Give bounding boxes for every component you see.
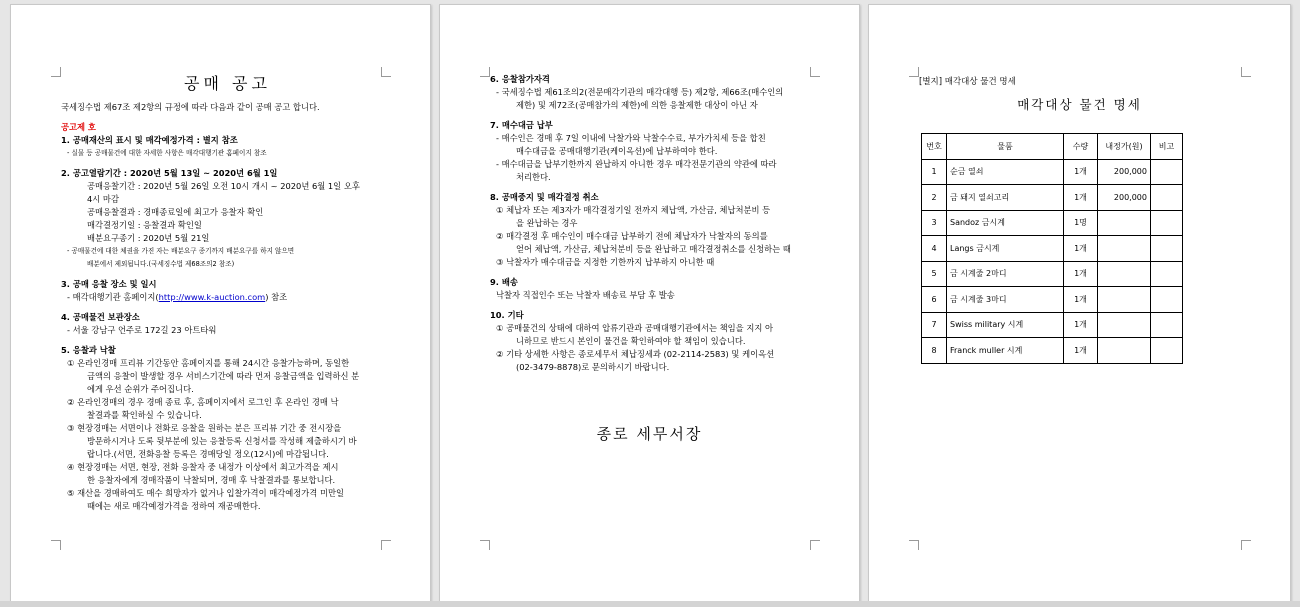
table-cell bbox=[1098, 312, 1151, 338]
text-line: 제한) 및 제72조(공매참가의 제한)에 의한 응찰제한 대상이 아닌 자 bbox=[516, 100, 758, 110]
text-line: 한 응찰자에게 경매작품이 낙찰되며, 경매 후 낙찰결과를 통보합니다. bbox=[87, 475, 336, 485]
column-header: 내정가(원) bbox=[1098, 134, 1151, 160]
text-fragment: - 매각대행기관 홈페이지( bbox=[67, 292, 159, 302]
text-line: - 매수인은 경매 후 7일 이내에 낙찰가와 낙찰수수료, 부가가치세 등을 합친 bbox=[496, 133, 766, 143]
text-line: ① 공매물건의 상태에 대하여 압류기관과 공매대행기관에서는 책임을 지지 아 bbox=[496, 323, 773, 333]
table-cell bbox=[1151, 312, 1183, 338]
text-line: - 매수대금을 납부기한까지 완납하지 아니한 경우 매각전문기관의 약관에 따라 bbox=[496, 159, 777, 169]
text-line: ③ 낙찰자가 매수대금을 지정한 기한까지 납부하지 아니한 때 bbox=[496, 257, 715, 267]
intro-text: 국세징수법 제67조 제2항의 규정에 따라 다음과 같이 공매 공고 합니다. bbox=[61, 102, 320, 112]
table-cell: 순금 열쇠 bbox=[947, 159, 1064, 185]
table-cell: 금 돼지 열쇠고리 bbox=[947, 185, 1064, 211]
table-cell: Sandoz 금시계 bbox=[947, 210, 1064, 236]
crop-mark bbox=[480, 540, 490, 550]
table-cell: 3 bbox=[922, 210, 947, 236]
crop-mark bbox=[909, 67, 919, 77]
text-line: - 서울 강남구 언주로 172길 23 아트타워 bbox=[67, 325, 217, 335]
document-page-1 bbox=[10, 4, 431, 602]
table-cell bbox=[1151, 159, 1183, 185]
table-cell bbox=[1151, 210, 1183, 236]
section-1-note: - 실물 등 공매물건에 대한 자세한 사항은 매각대행기관 홈페이지 참조 bbox=[67, 149, 267, 157]
text-line: ④ 현장경매는 서면, 현장, 전화 응찰자 중 내정가 이상에서 최고가격을 제시 bbox=[67, 462, 339, 472]
table-cell bbox=[1151, 287, 1183, 313]
table-cell: Langs 금시계 bbox=[947, 236, 1064, 262]
text-line: ⑤ 재산을 경매하여도 매수 희망자가 없거나 입찰가격이 매각예정가격 미만일 bbox=[67, 488, 344, 498]
table-cell: 1개 bbox=[1064, 236, 1098, 262]
section-5-title: 5. 응찰과 낙찰 bbox=[61, 345, 116, 355]
table-cell bbox=[1151, 236, 1183, 262]
table-cell bbox=[1151, 338, 1183, 364]
column-header: 번호 bbox=[922, 134, 947, 160]
table-row bbox=[922, 236, 1183, 262]
table-row bbox=[922, 185, 1183, 211]
crop-mark bbox=[51, 67, 61, 77]
document-page-2 bbox=[439, 4, 860, 602]
items-table bbox=[921, 133, 1183, 364]
table-cell: 8 bbox=[922, 338, 947, 364]
column-header: 수량 bbox=[1064, 134, 1098, 160]
text-line: 얻어 체납액, 가산금, 체납처분비 등을 완납하고 매각결정취소를 신청하는 때 bbox=[516, 244, 791, 254]
table-row bbox=[922, 287, 1183, 313]
auction-site-link[interactable]: http://www.k-auction.com bbox=[158, 292, 266, 302]
text-line: ② 기타 상세한 사항은 종로세무서 체납징세과 (02-2114-2583) 및 케이옥션 bbox=[496, 349, 775, 359]
crop-mark bbox=[51, 540, 61, 550]
text-line: 랍니다.(서면, 전화응찰 등록은 경매당일 정오(12시)에 마감됩니다. bbox=[87, 449, 329, 459]
table-cell: 4 bbox=[922, 236, 947, 262]
text-fragment: ) 참조 bbox=[265, 292, 288, 302]
notice-number: 공고제 호 bbox=[61, 122, 96, 132]
table-cell bbox=[1151, 261, 1183, 287]
text-line: ② 매각결정 후 매수인이 매수대금 납부하기 전에 체납자가 낙찰자의 동의를 bbox=[496, 231, 768, 241]
table-row bbox=[922, 159, 1183, 185]
text-line: ③ 현장경매는 서면이나 전화로 응찰을 원하는 분은 프리뷰 기간 중 전시장을 bbox=[67, 423, 342, 433]
table-cell: Franck muller 시계 bbox=[947, 338, 1064, 364]
item-list-title: 매각대상 물건 명세 bbox=[1017, 97, 1142, 112]
text-line: 매수대금을 공매대행기관(케이옥션)에 납부하여야 한다. bbox=[516, 146, 718, 156]
text-line: 매각결정기일 : 응찰결과 확인일 bbox=[87, 220, 202, 230]
table-header-row bbox=[922, 134, 1183, 160]
text-line: 때에는 새로 매각예정가격을 정하여 재공매한다. bbox=[87, 501, 261, 511]
text-line: 낙찰자 직접인수 또는 낙찰자 배송료 부담 후 발송 bbox=[496, 290, 675, 300]
table-cell bbox=[1098, 261, 1151, 287]
table-row bbox=[922, 210, 1183, 236]
crop-mark bbox=[1241, 67, 1251, 77]
text-line: 공매응찰기간 : 2020년 5월 26일 오전 10시 개시 ~ 2020년 6월 1일 오후 bbox=[87, 181, 360, 191]
table-cell: 1개 bbox=[1064, 312, 1098, 338]
section-9-title: 9. 배송 bbox=[490, 277, 518, 287]
crop-mark bbox=[1241, 540, 1251, 550]
table-cell: Swiss military 시계 bbox=[947, 312, 1064, 338]
text-line: 에게 우선 순위가 주어집니다. bbox=[87, 384, 194, 394]
text-line: 배분에서 제외됩니다.(국세징수법 제68조의2 참조) bbox=[87, 260, 235, 268]
text-line: ① 온라인경매 프리뷰 기간동안 홈페이지를 통해 24시간 응찰가능하며, 동일한 bbox=[67, 358, 350, 368]
text-line: 배분요구종기 : 2020년 5월 21일 bbox=[87, 233, 210, 243]
section-6-title: 6. 응찰참가자격 bbox=[490, 74, 550, 84]
section-8-title: 8. 공매중지 및 매각결정 취소 bbox=[490, 192, 599, 202]
table-row bbox=[922, 338, 1183, 364]
table-row bbox=[922, 261, 1183, 287]
table-cell: 1명 bbox=[1064, 210, 1098, 236]
table-cell: 7 bbox=[922, 312, 947, 338]
text-line bbox=[61, 291, 394, 304]
table-cell: 2 bbox=[922, 185, 947, 211]
table-cell: 200,000 bbox=[1098, 159, 1151, 185]
table-cell bbox=[1098, 236, 1151, 262]
table-cell: 1 bbox=[922, 159, 947, 185]
table-cell: 6 bbox=[922, 287, 947, 313]
table-cell: 금 시계줄 2마디 bbox=[947, 261, 1064, 287]
table-cell bbox=[1098, 338, 1151, 364]
section-4-title: 4. 공매물건 보관장소 bbox=[61, 312, 140, 322]
table-cell bbox=[1151, 185, 1183, 211]
column-header: 비고 bbox=[1151, 134, 1183, 160]
text-line: 니하므로 반드시 본인이 물건을 확인하여야 할 책임이 있습니다. bbox=[516, 336, 746, 346]
table-cell: 1개 bbox=[1064, 338, 1098, 364]
text-line: 공매응찰결과 : 경매종료일에 최고가 응찰자 확인 bbox=[87, 207, 264, 217]
page-title: 공매 공고 bbox=[184, 74, 271, 93]
signature: 종로 세무서장 bbox=[596, 425, 703, 443]
text-line: ② 온라인경매의 경우 경매 종료 후, 홈페이지에서 로그인 후 온라인 경매 낙 bbox=[67, 397, 339, 407]
text-line: - 공매물건에 대한 체권을 가진 자는 배분요구 종기까지 배분요구를 하지 않으면 bbox=[67, 247, 295, 255]
text-line: (02-3479-8878)로 문의하시기 바랍니다. bbox=[516, 362, 670, 372]
table-cell: 1개 bbox=[1064, 261, 1098, 287]
document-page-3 bbox=[868, 4, 1291, 602]
text-line: ① 체납자 또는 제3자가 매각결정기일 전까지 체납액, 가산금, 체납처분비 등 bbox=[496, 205, 771, 215]
text-line: 처리한다. bbox=[516, 172, 551, 182]
section-7-title: 7. 매수대금 납부 bbox=[490, 120, 553, 130]
text-line: 금액의 응찰이 발생할 경우 서비스기간에 따라 먼저 응찰금액을 입력하신 분 bbox=[87, 371, 360, 381]
table-cell: 200,000 bbox=[1098, 185, 1151, 211]
table-cell bbox=[1098, 210, 1151, 236]
section-3-title: 3. 공매 응찰 장소 및 일시 bbox=[61, 279, 157, 289]
text-line: 방문하시거나 도록 뒷부분에 있는 응찰등록 신청서를 작성해 제출하시기 바 bbox=[87, 436, 357, 446]
section-10-title: 10. 기타 bbox=[490, 310, 524, 320]
section-1-title: 1. 공매재산의 표시 및 매각예정가격 : 별지 참조 bbox=[61, 135, 238, 145]
table-cell: 1개 bbox=[1064, 287, 1098, 313]
table-cell: 5 bbox=[922, 261, 947, 287]
crop-mark bbox=[381, 540, 391, 550]
table-cell: 1개 bbox=[1064, 185, 1098, 211]
section-2-title: 2. 공고열람기간 : 2020년 5월 13일 ~ 2020년 6월 1일 bbox=[61, 168, 278, 178]
table-cell bbox=[1098, 287, 1151, 313]
crop-mark bbox=[810, 540, 820, 550]
table-cell: 1개 bbox=[1064, 159, 1098, 185]
text-line: 4시 마감 bbox=[87, 194, 119, 204]
attachment-header: [별지] 매각대상 물건 명세 bbox=[919, 77, 1016, 87]
text-line: 찰결과를 확인하실 수 있습니다. bbox=[87, 410, 202, 420]
table-cell: 금 시계줄 3마디 bbox=[947, 287, 1064, 313]
crop-mark bbox=[480, 67, 490, 77]
column-header: 물품 bbox=[947, 134, 1064, 160]
text-line: 을 완납하는 경우 bbox=[516, 218, 578, 228]
table-row bbox=[922, 312, 1183, 338]
crop-mark bbox=[909, 540, 919, 550]
text-line: - 국세징수법 제61조의2(전문매각기관의 매각대행 등) 제2항, 제66조(매수인의 bbox=[496, 87, 784, 97]
horizontal-scrollbar[interactable] bbox=[0, 601, 1300, 607]
